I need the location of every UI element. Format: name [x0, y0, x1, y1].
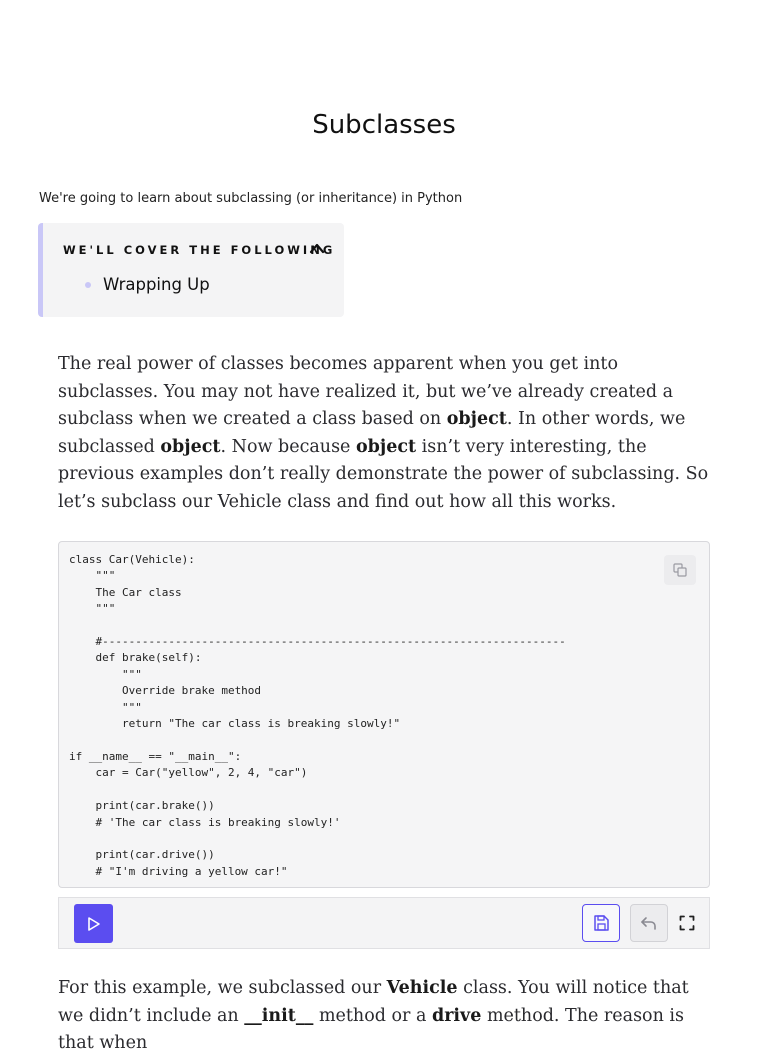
bold-term: __init__ — [244, 1005, 314, 1026]
bullet-icon — [85, 282, 91, 288]
code-block[interactable] — [58, 541, 710, 888]
text-run: method or a — [313, 1005, 432, 1026]
save-button[interactable] — [582, 904, 620, 942]
text-run: . In other words, we subclassed — [58, 409, 686, 457]
text-run: For this example, we subclassed our — [58, 978, 387, 998]
explanation-paragraph — [58, 975, 718, 1058]
bold-term: Vehicle — [386, 978, 458, 998]
text-run: isn’t very interesting, the previous examples don’t really demonstrate the power of subclassing. So let’s subclass our Vehicle class and find out how all this works. — [58, 436, 709, 512]
copy-icon — [672, 562, 688, 578]
toc-list — [103, 275, 210, 294]
fullscreen-button[interactable] — [673, 909, 701, 937]
intro-paragraph — [58, 351, 718, 516]
text-run: class. You will notice that we didn’t include an — [58, 978, 689, 1026]
toc-header[interactable]: WE'LL COVER THE FOLLOWING — [63, 243, 336, 257]
reset-button[interactable] — [630, 904, 668, 942]
toc-item-label: Wrapping Up — [103, 275, 210, 294]
run-button[interactable] — [74, 904, 113, 943]
table-of-contents — [38, 223, 344, 317]
bold-term: object — [160, 436, 221, 457]
bold-term: drive — [431, 1005, 482, 1026]
text-run: method. The reason is that when — [58, 1005, 685, 1053]
text-run: The real power of classes becomes apparent when you get into subclasses. You may not have realized it, but we’ve already created a subclass when we created a class based on — [58, 354, 674, 429]
save-icon — [592, 914, 610, 932]
undo-icon — [640, 914, 658, 932]
play-icon — [86, 916, 102, 932]
code-toolbar — [58, 897, 710, 949]
bold-term: object — [446, 409, 507, 429]
fullscreen-icon — [679, 915, 695, 931]
page-subtitle: We're going to learn about subclassing (or inheritance) in Python — [39, 191, 463, 206]
text-run: . Now because — [220, 436, 356, 457]
copy-button[interactable] — [664, 555, 696, 585]
toc-item-wrapping-up[interactable] — [103, 275, 210, 294]
code-text[interactable]: class Car(Vehicle): """ The Car class """ #---------------------------------------------------------------------- def brake(self): """ Override brake method """ return "The car class is breaking slowly!" if __name__ == "__main__": car = Car("yellow", 2, 4, "car") print(car.brake()) # 'The car class is breaking slowly!' print(car.drive()) # "I'm driving a yellow car!" — [69, 553, 566, 878]
chevron-up-icon[interactable] — [309, 241, 325, 255]
page-title: Subclasses — [312, 110, 456, 140]
bold-term: object — [355, 436, 417, 457]
